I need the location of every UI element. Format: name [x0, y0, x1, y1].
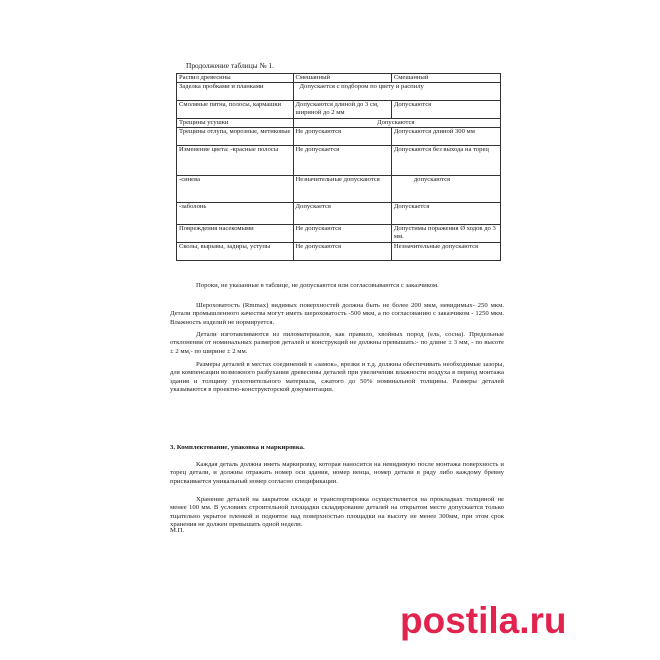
stamp-mark: М.П.	[170, 527, 185, 534]
table-cell-mixed-2: Допускаются без выхода на торец	[391, 146, 500, 176]
table-row	[177, 203, 501, 225]
table-cell-mixed-2: Допускается	[391, 203, 500, 225]
table-row	[177, 74, 501, 83]
paragraph-marking: Каждая деталь должна иметь маркировку, которая наносится на невидимую после монтажа поверхность и торец детали, и должны отражать номер оси здания, номер венца, номер детали в ряду либо каждому бревну присваивается уникальный номер согласно спецификации.	[170, 461, 504, 485]
paragraph-storage: Хранение деталей на закрытом складе и транспортировка осуществляется на прокладках толщиной не менее 100 мм. В условиях строительной площадки складирование деталей на открытом месте допускается только тщательно укрытое пленкой и поднятое над поверхностью площадки на высоту не менее 300мм, при этом срок хранения не должен превышать одной недели.	[170, 496, 504, 529]
table-cell-defect: Трещины отлупа, морозные, метиковые	[177, 128, 294, 146]
table-cell-merged: Допускаются	[293, 119, 500, 128]
table-cell-mixed-2: Допускаются длиной 300 мм	[391, 128, 500, 146]
table-caption: Продолжение таблицы № 1.	[186, 61, 274, 70]
table-cell-defect: Изменение цвета: -красные полосы	[177, 146, 294, 176]
table-row	[177, 243, 501, 261]
paragraph-roughness: Шероховатость (Rmmax) видимых поверхностей должна быть не более 200 мкм, невидимых- 250 мкм. Детали промышленного качества могут иметь шероховатость -500 мкм, а по согласованию с заказчиком - 1250 мкм. Влажность изделий не нормируется.	[170, 302, 504, 326]
table-row	[177, 225, 501, 243]
table-cell-mixed-1: Смешанный	[293, 74, 391, 83]
table-row	[177, 101, 501, 119]
table-cell-mixed-1: Допускаются длиной до 3 см, шириной до 2 мм	[293, 101, 391, 119]
table-cell-mixed-1: Не допускаются	[293, 225, 391, 243]
table-cell-mixed-2: Допускаются	[391, 101, 500, 119]
table-cell-mixed-1: Незначительные допускаются	[293, 176, 391, 203]
table-cell-mixed-1: Не допускаются	[293, 128, 391, 146]
table-cell-mixed-1: Допускается	[293, 203, 391, 225]
table-cell-mixed-1: Не допускается	[293, 146, 391, 176]
table-cell-defect: Распил древесины	[177, 74, 294, 83]
table-cell-defect: Смоляные пятна, полосы, кармашки	[177, 101, 294, 119]
table-row	[177, 128, 501, 146]
paragraph-materials: Детали изготавливаются из пиломатериалов, как правило, хвойных пород (ель, сосна). Предельные отклонения от номинальных размеров деталей и конструкций не должны превышать:- по длине ± 3 мм, - по высоте ± 2 мм,- по ширине ± 2 мм.	[170, 331, 504, 355]
table-cell-defect: Заделка пробками и планками	[177, 83, 294, 101]
table-row	[177, 119, 501, 128]
section-heading: 3. Комплектование, упаковка и маркировка.	[170, 444, 305, 451]
table-cell-defect: -заболонь	[177, 203, 294, 225]
table-row	[177, 176, 501, 203]
table-cell-mixed-2: Допустимы поражения Ø ходов до 3 мм.	[391, 225, 500, 243]
table-cell-mixed-2: допускаются	[391, 176, 500, 203]
table-cell-mixed-2: Смешанный	[391, 74, 500, 83]
paragraph-joint-sizes: Размеры деталей в местах соединений в «замок», врезки и т.д. должны обеспечивать необходимые зазоры, для компенсации возможного разбухания древесины деталей при увеличении влажности воздуха в период монтажа здания и толщину уплотнительного материала, сжатого до 50% номинальной толщины. Размеры деталей указываются в проектно-конструкторской документации.	[170, 361, 504, 394]
table-cell-mixed-1: Не допускаются	[293, 243, 391, 261]
table-cell-merged: Допускается с подбором по цвету и распилу	[293, 83, 500, 101]
table-cell-defect: -синева	[177, 176, 294, 203]
table-cell-defect: Повреждения насекомыми	[177, 225, 294, 243]
table-cell-defect: Трещины усушки	[177, 119, 294, 128]
table-row	[177, 83, 501, 101]
table-cell-defect: Сколы, вырывы, задиры, уступы	[177, 243, 294, 261]
paragraph-defects-note: Пороки, не указанные в таблице, не допускаются или согласовываются с заказчиком.	[196, 282, 439, 289]
table-cell-mixed-2: Незначительные допускаются	[391, 243, 500, 261]
postila-watermark-logo: postila.ru	[400, 600, 567, 641]
defects-table	[176, 73, 501, 261]
table-row	[177, 146, 501, 176]
